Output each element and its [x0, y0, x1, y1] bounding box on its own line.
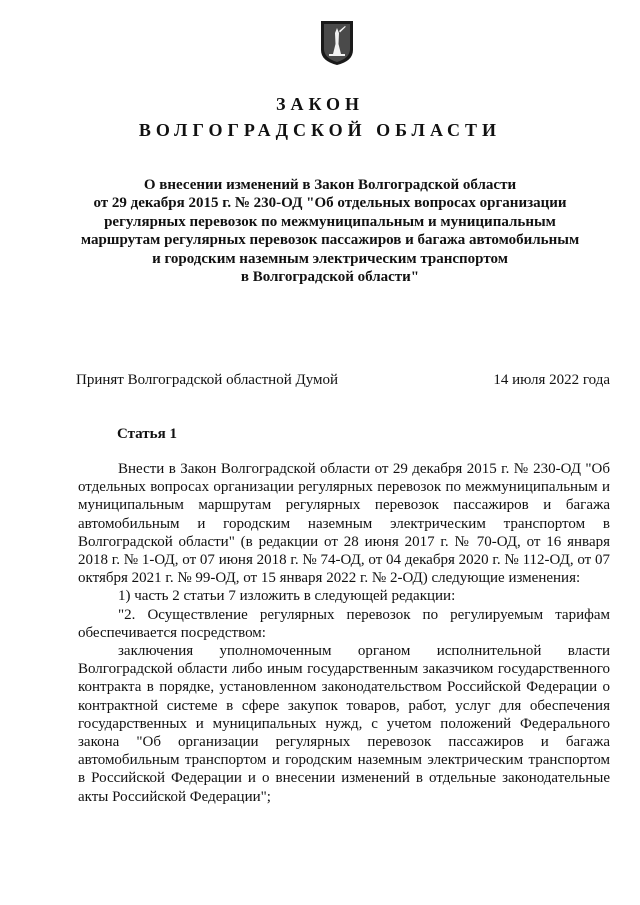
article-body [78, 460, 610, 806]
article-heading: Статья 1 [117, 426, 177, 442]
paragraph: 1) часть 2 статьи 7 изложить в следующей редакции: [118, 588, 456, 605]
subject-line: от 29 декабря 2015 г. № 230-ОД "Об отдельных вопросах организации [93, 195, 567, 212]
region-title: ВОЛГОГРАДСКОЙ ОБЛАСТИ [138, 120, 502, 140]
paragraph: Внести в Закон Волгоградской области от 29 декабря 2015 г. № 230-ОД "Об отдельных вопросах организации регулярных перевозок по межмуниципальным и муниципальным маршрутам регулярных перевозок пассажиров и багажа автомобильным и городским наземным электрическим транспортом в Волгоградской области" (в редакции от 28 июня 2017 г. № 70-ОД, от 16 января 2018 г. № 1-ОД, от 07 июня 2018 г. № 74-ОД, от 04 декабря 2020 г. № 112-ОД, от 07 октября 2021 г. № 99-ОД, от 15 января 2022 г. № 2-ОД) следующие изменения: [78, 461, 610, 587]
adoption-line [76, 372, 610, 389]
paragraph: "2. Осуществление регулярных перевозок по регулируемым тарифам обеспечивается посредством: [78, 606, 610, 641]
coat-of-arms-emblem [320, 20, 354, 66]
subject-line: и городским наземным электрическим транспортом [152, 250, 508, 267]
subject-line: О внесении изменений в Закон Волгоградской области [143, 177, 517, 193]
subject-line: маршрутам регулярных перевозок пассажиров и багажа автомобильным [80, 232, 580, 249]
adopted-date: 14 июля 2022 года [493, 372, 610, 388]
law-title: ЗАКОН [275, 94, 365, 114]
adopted-by: Принят Волгоградской областной Думой [76, 372, 339, 388]
subject-line: в Волгоградской области" [240, 269, 420, 286]
paragraph: заключения уполномоченным органом исполнительной власти Волгоградской области либо иным государственным заказчиком государственного контракта в порядке, установленном законодательством Российской Федерации о контрактной системе в сфере закупок товаров, работ, услуг для обеспечения государственных и муниципальных нужд, с учетом положений Федерального закона "Об организации регулярных перевозок пассажиров и багажа автомобильным транспортом и городским наземным электрическим транспортом в Российской Федерации и о внесении изменений в отдельные законодательные акты Российской Федерации"; [78, 643, 610, 805]
law-subject [70, 176, 590, 286]
subject-line: регулярных перевозок по межмуниципальным и муниципальным [104, 213, 556, 230]
volgograd-coat-of-arms-icon [320, 20, 354, 66]
